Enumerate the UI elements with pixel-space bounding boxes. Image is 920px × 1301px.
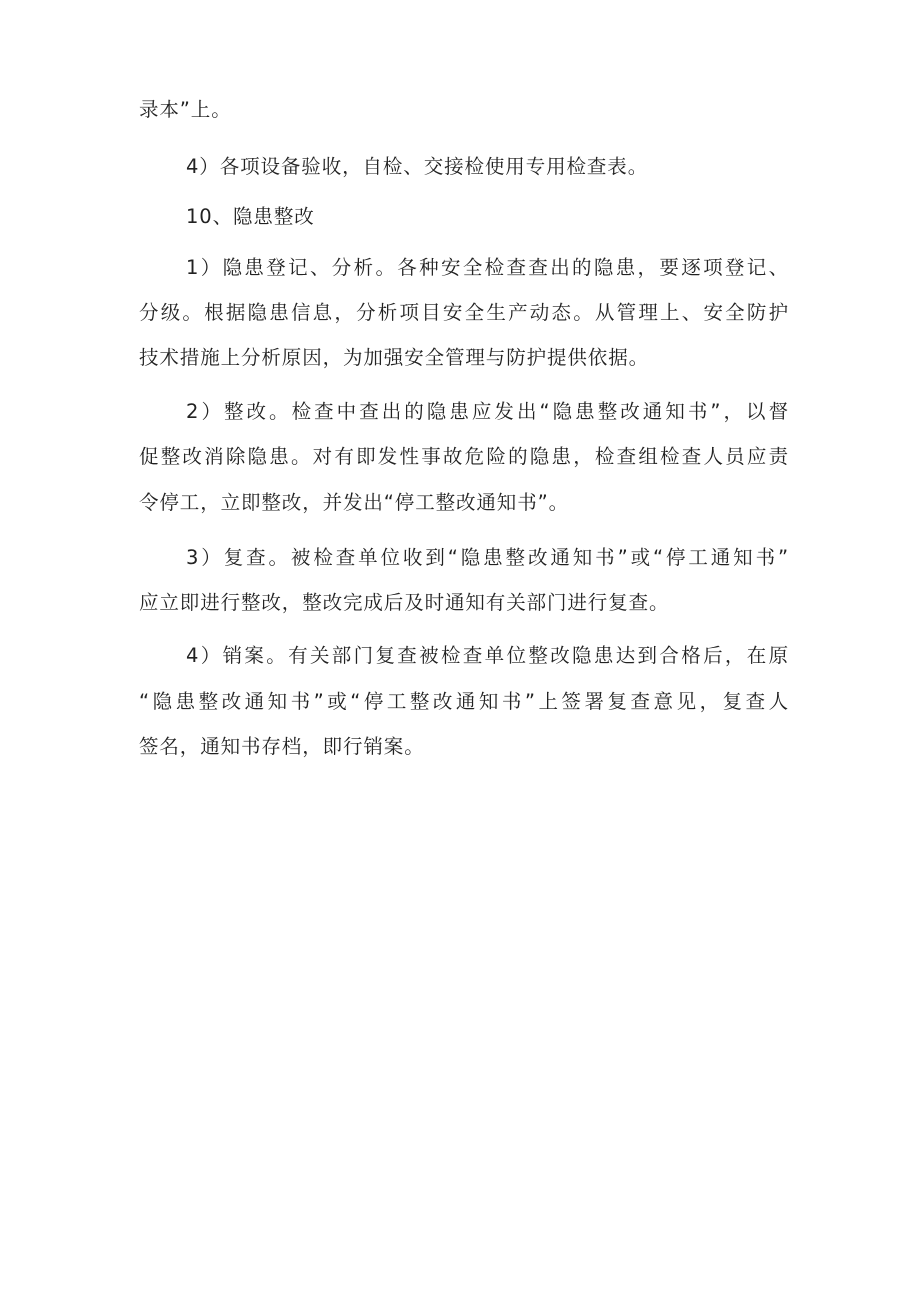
text-line: 令停工，立即整改，并发出“停工整改通知书”。 <box>139 491 570 514</box>
text-line-continuation: 录本”上。 <box>139 98 232 121</box>
text-item-1-registration: 1）隐患登记、分析。各种安全检查查出的隐患，要逐项登记、 <box>186 256 789 279</box>
text-line: 分级。根据隐患信息，分析项目安全生产动态。从管理上、安全防护 <box>139 301 789 324</box>
text-line: 签名，通知书存档，即行销案。 <box>139 735 425 758</box>
text-item-4-closure: 4）销案。有关部门复查被检查单位整改隐患达到合格后，在原 <box>186 644 789 667</box>
text-line: 技术措施上分析原因，为加强安全管理与防护提供依据。 <box>139 346 650 369</box>
section-heading-hazard-rectification: 10、隐患整改 <box>186 205 315 228</box>
text-item-2-rectification: 2）整改。检查中查出的隐患应发出“隐患整改通知书”，以督 <box>186 400 789 423</box>
text-line: 促整改消除隐患。对有即发性事故危险的隐患，检查组检查人员应责 <box>139 445 789 468</box>
text-line: “隐患整改通知书”或“停工整改通知书”上签署复查意见，复查人 <box>139 690 789 713</box>
text-item-3-recheck: 3）复查。被检查单位收到“隐患整改通知书”或“停工通知书” <box>186 546 789 569</box>
text-line: 应立即进行整改，整改完成后及时通知有关部门进行复查。 <box>139 591 670 614</box>
text-item-4-equipment-check: 4）各项设备验收，自检、交接检使用专用检查表。 <box>186 155 649 178</box>
